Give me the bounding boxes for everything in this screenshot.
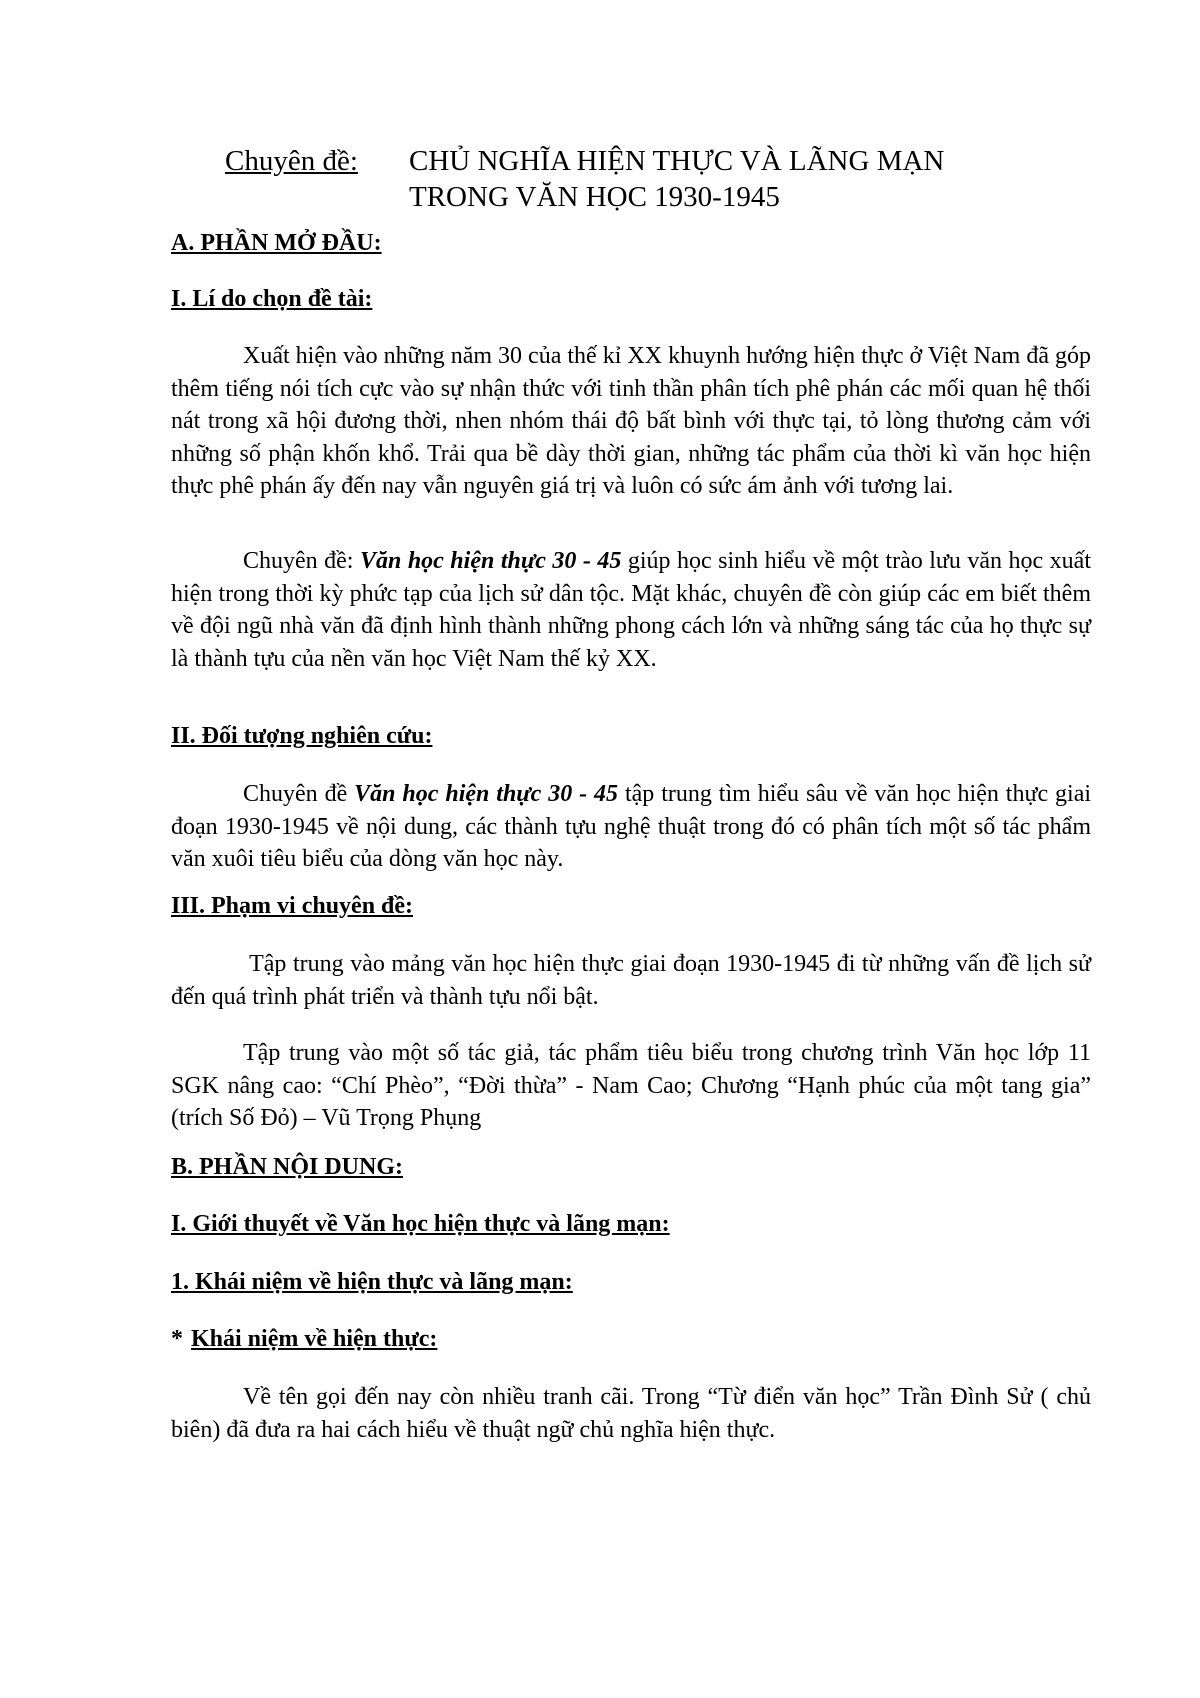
- section-b-heading: B. PHẦN NỘI DUNG:: [171, 1154, 403, 1180]
- paragraph-reason-2-pre: Chuyên đề:: [243, 548, 360, 574]
- section-a-heading: A. PHẦN MỞ ĐẦU:: [171, 230, 382, 256]
- title-line-1: [225, 143, 944, 179]
- section-b-1-heading: 1. Khái niệm về hiện thực và lãng mạn:: [171, 1269, 573, 1295]
- concept-realism-heading: [171, 1326, 437, 1353]
- bullet-star: *: [171, 1326, 183, 1352]
- title-line-2: TRONG VĂN HỌC 1930-1945: [409, 181, 780, 213]
- title-label: Chuyên đề:: [225, 145, 358, 177]
- paragraph-reason-2-post: giúp học sinh hiểu về một trào lưu văn học xuất hiện trong thời kỳ phức tạp của lịch sử dân tộc. Mặt khác, chuyên đề còn giúp các em biết thêm về đội ngũ nhà văn đã định hình thành những phong cách lớn và những sáng tác của họ thực sự là thành tựu của nền văn học Việt Nam thế kỷ XX.: [171, 548, 1092, 672]
- section-iii-heading: III. Phạm vi chuyên đề:: [171, 893, 414, 919]
- concept-realism-heading-text: Khái niệm về hiện thực:: [191, 1326, 438, 1352]
- paragraph-subject-pre: Chuyên đề: [243, 781, 355, 807]
- section-i-heading: I. Lí do chọn đề tài:: [171, 286, 373, 312]
- paragraph-scope-1-text: Tập trung vào mảng văn học hiện thực giai đoạn 1930-1945 đi từ những vấn đề lịch sử đến quá trình phát triển và thành tựu nổi bật.: [171, 951, 1091, 1010]
- paragraph-subject-post: tập trung tìm hiểu sâu về văn học hiện thực giai đoạn 1930-1945 về nội dung, các thành tựu nghệ thuật trong đó có phân tích một số tác phẩm văn xuôi tiêu biểu của dòng văn học này.: [171, 781, 1092, 872]
- document-title: [225, 143, 944, 215]
- paragraph-reason-2-emphasis: Văn học hiện thực 30 - 45: [359, 548, 622, 574]
- paragraph-scope-2: [171, 1037, 1091, 1135]
- section-b-i-heading: I. Giới thuyết về Văn học hiện thực và lãng mạn:: [171, 1211, 670, 1237]
- paragraph-reason-1-text: Xuất hiện vào những năm 30 của thế kỉ XX khuynh hướng hiện thực ở Việt Nam đã góp thêm tiếng nói tích cực vào sự nhận thức với tinh thần phân tích phê phán các mối quan hệ thối nát trong xã hội đương thời, nhen nhóm thái độ bất bình với thực tại, tỏ lòng thương cảm với những số phận khốn khổ. Trải qua bề dày thời gian, những tác phẩm của thời kì văn học hiện thực phê phán ấy đến nay vẫn nguyên giá trị và luôn có sức ám ảnh với tương lai.: [171, 343, 1091, 499]
- paragraph-scope-2-text: Tập trung vào một số tác giả, tác phẩm tiêu biểu trong chương trình Văn học lớp 11 SGK nâng cao: “Chí Phèo”, “Đời thừa” - Nam Cao; Chương “Hạnh phúc của một tang gia” (trích Số Đỏ) – Vũ Trọng Phụng: [171, 1040, 1091, 1131]
- paragraph-reason-2: [171, 545, 1091, 675]
- paragraph-realism-definition-text: Về tên gọi đến nay còn nhiều tranh cãi. Trong “Từ điển văn học” Trần Đình Sử ( chủ biên) đã đưa ra hai cách hiểu về thuật ngữ chủ nghĩa hiện thực.: [171, 1384, 1091, 1443]
- title-text-1: CHỦ NGHĨA HIỆN THỰC VÀ LÃNG MẠN: [409, 145, 945, 177]
- paragraph-realism-definition: [171, 1381, 1091, 1446]
- paragraph-subject-emphasis: Văn học hiện thực 30 - 45: [354, 781, 619, 807]
- paragraph-scope-1: [171, 948, 1091, 1013]
- paragraph-reason-1: [171, 340, 1091, 503]
- section-ii-heading: II. Đối tượng nghiên cứu:: [171, 723, 433, 749]
- paragraph-subject: [171, 778, 1091, 876]
